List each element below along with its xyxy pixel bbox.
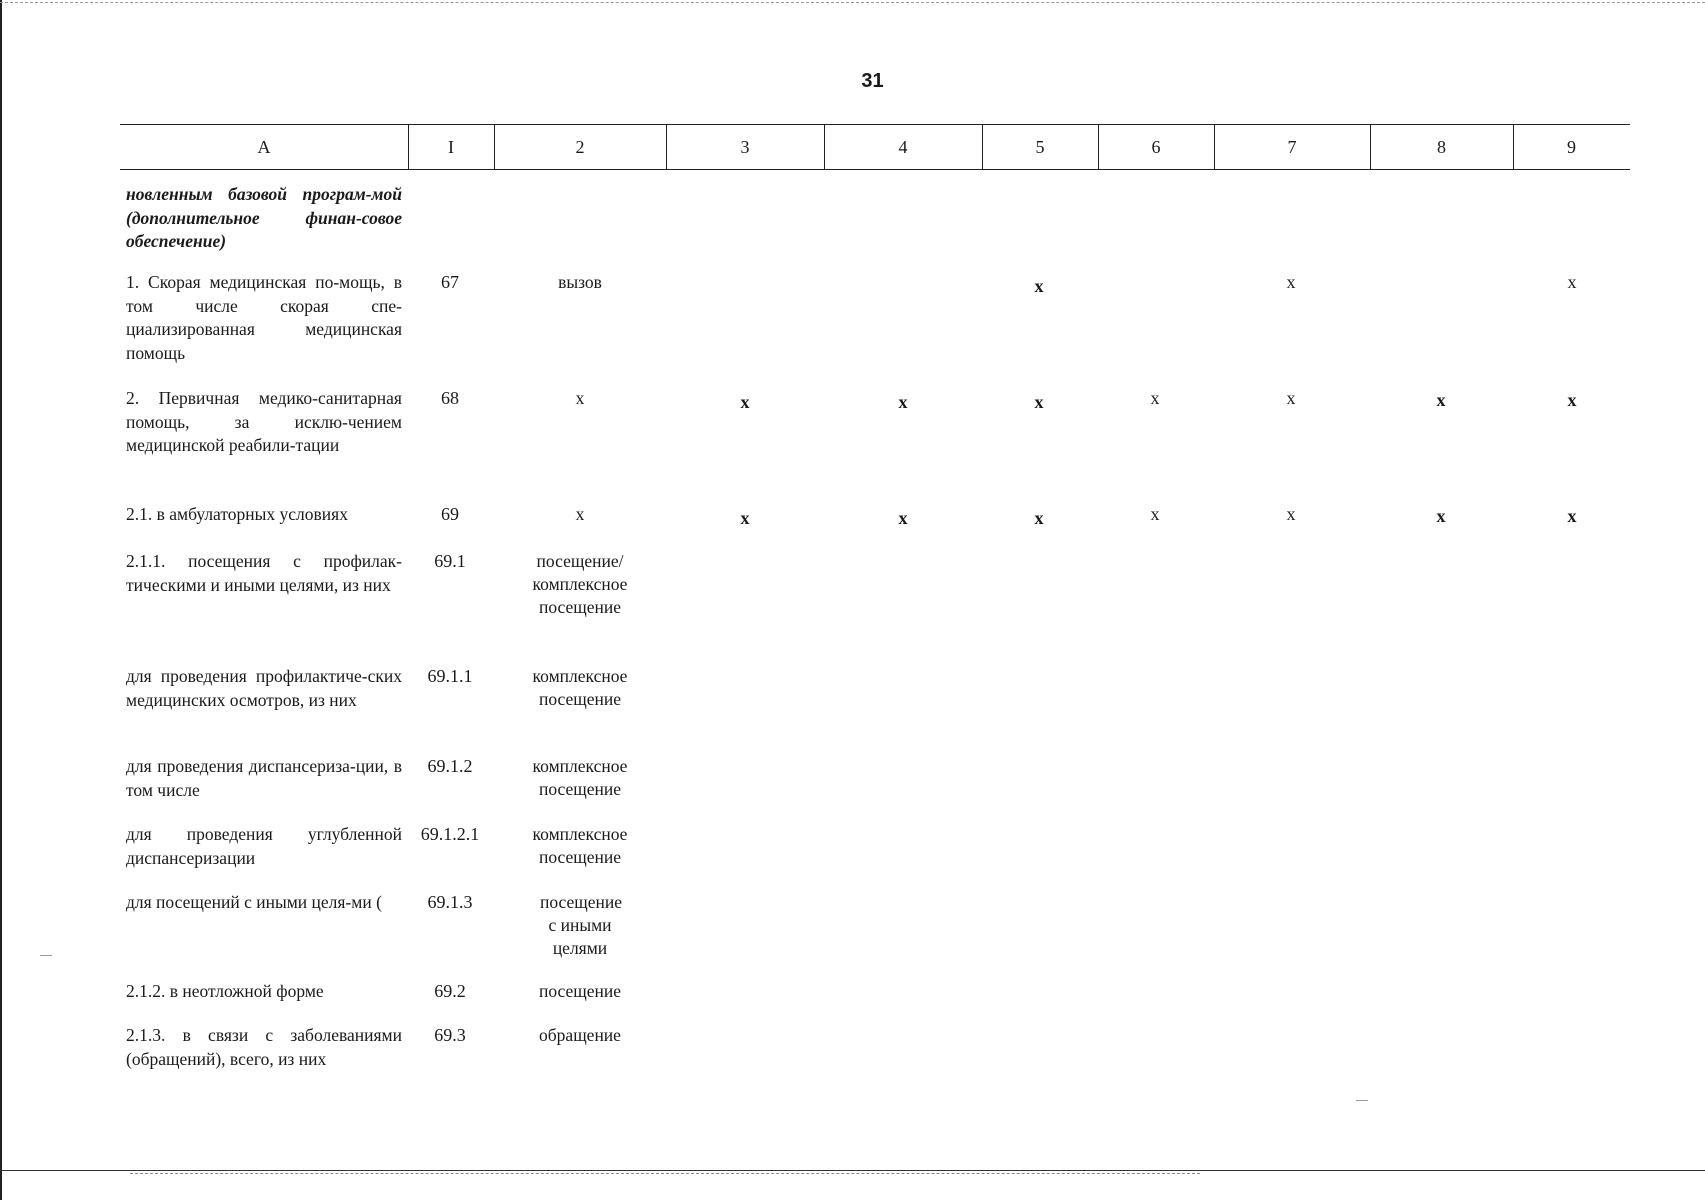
header-cell-3: 3 [740,137,750,157]
cell-col9: х [1567,506,1577,526]
row-unit: комплексное посещение [532,666,628,709]
row-unit: посещение с иными целями [540,892,623,958]
row-label: новленным базовой програм-мой (дополнительное финан-совое обеспечение) [126,184,402,251]
row-unit: комплексное посещение [532,756,628,799]
header-cell-2: 2 [575,137,585,157]
table-header [120,124,1630,170]
header-cell-5: 5 [1035,137,1045,157]
cell-col9: х [1567,272,1577,292]
cell-col5: х [1034,392,1044,412]
row-unit: обращение [539,1025,621,1045]
row-unit: посещение/ комплексное посещение [532,551,628,617]
cell-col3: х [740,392,750,412]
row-code: 69.1.2.1 [420,824,480,844]
row-label: 2. Первичная медико-санитарная помощь, за исклю-чением медицинской реабили-тации [126,388,402,455]
row-code: 69.1.3 [427,892,473,912]
row-label: для проведения профилактиче-ских медицинских осмотров, из них [126,666,402,710]
row-code: 69.2 [434,981,466,1001]
row-code: 69.3 [434,1025,466,1045]
row-code: 69.1 [434,551,466,571]
header-cell-8: 8 [1437,137,1446,157]
cell-col9: х [1567,390,1577,410]
cell-col7: х [1286,388,1296,408]
row-code: 69.1.2 [427,756,473,776]
row-label: 2.1.1. посещения с профилак-тическими и иными целями, из них [126,551,402,595]
footer-rule [0,1170,1705,1171]
page-number: 31 [861,70,884,92]
row-code: 68 [441,388,459,408]
row-unit: вызов [558,272,602,292]
cell-col6: х [1150,388,1160,408]
header-cell-1: I [448,137,454,157]
row-label: 1. Скорая медицинская по-мощь, в том числе скорая спе-циализированная медицинская помощь [126,272,402,363]
scan-speck [40,955,52,956]
row-code: 67 [441,272,459,292]
cell-col8: х [1436,506,1446,526]
row-label: для проведения диспансериза-ции, в том числе [126,756,402,800]
row-label: 2.1.3. в связи с заболеваниями (обращений), всего, из них [126,1025,402,1069]
cell-col7: х [1286,272,1296,292]
scan-speck [1356,1100,1368,1101]
cell-col8: х [1436,390,1446,410]
row-unit: посещение [538,981,622,1001]
header-cell-a: А [257,137,271,157]
cell-col7: х [1286,504,1296,524]
cell-col5: х [1034,508,1044,528]
row-unit: х [575,388,585,408]
row-label: для проведения углубленной диспансеризации [126,824,402,868]
row-code: 69 [441,504,459,524]
cell-col6: х [1150,504,1160,524]
row-unit: х [575,504,585,524]
cell-col4: х [898,508,908,528]
row-unit: комплексное посещение [532,824,628,867]
footer-rule-dashed [130,1173,1200,1174]
row-label: 2.1. в амбулаторных условиях [126,504,348,524]
cell-col4: х [898,392,908,412]
header-cell-4: 4 [898,137,908,157]
row-code: 69.1.1 [427,666,473,686]
scan-edge-top [0,2,1705,3]
header-cell-6: 6 [1151,137,1161,157]
header-cell-9: 9 [1567,137,1576,157]
row-label: 2.1.2. в неотложной форме [126,981,324,1001]
cell-col5: х [1034,276,1044,296]
row-label: для посещений с иными целя-ми ( [126,892,382,912]
header-cell-7: 7 [1287,137,1297,157]
cell-col3: х [740,508,750,528]
